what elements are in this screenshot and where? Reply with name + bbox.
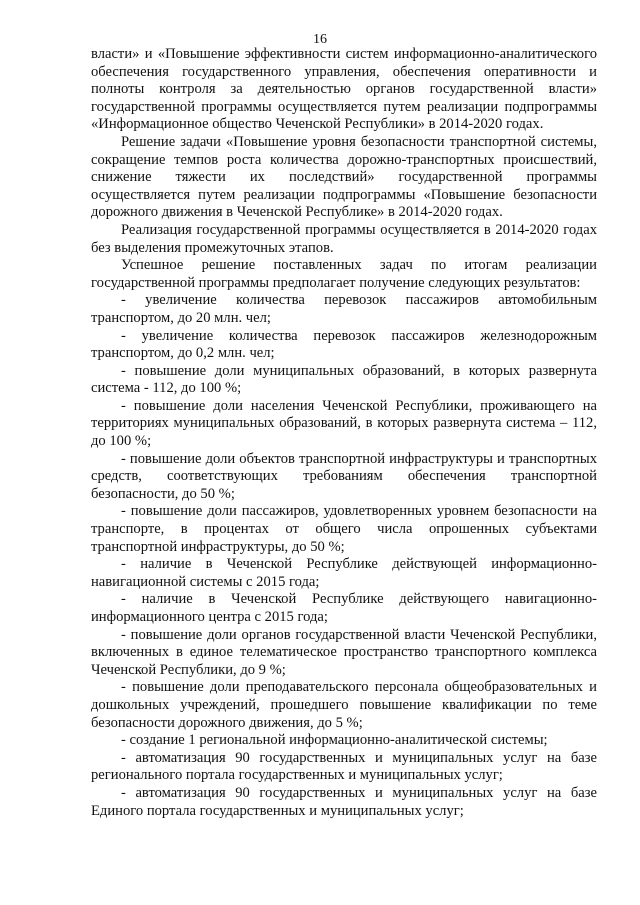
list-item: - наличие в Чеченской Республике действующей информационно-навигационной системы с 2015 года; — [91, 556, 597, 590]
paragraph-road-safety-task: Решение задачи «Повышение уровня безопасности транспортной системы, сокращение темпов роста количества дорожно-транспортных происшествий, снижение тяжести их последствий» государственной программы осуществляется путем реализации подпрограммы «Повышение безопасности дорожного движения в Чеченской Республике» в 2014-2020 годах. — [91, 133, 597, 221]
list-item: - повышение доли органов государственной власти Чеченской Республики, включенных в единое телематическое пространство транспортного комплекса Чеченской Республики, до 9 %; — [91, 626, 597, 678]
paragraph-continuation: власти» и «Повышение эффективности систем информационно-аналитического обеспечения государственного управления, обеспечения оперативности и полноты контроля за деятельностью органов государственной власти» государственной программы осуществляется путем реализации подпрограммы «Информационное общество Чеченской Республики» в 2014-2020 годах. — [91, 46, 597, 133]
document-body — [91, 46, 597, 820]
list-item: - повышение доли объектов транспортной инфраструктуры и транспортных средств, соответствующих требованиям обеспечения транспортной безопасности, до 50 %; — [91, 450, 597, 502]
list-item: - повышение доли населения Чеченской Республики, проживающего на территориях муниципальных образований, в которых развернута система – 112, до 100 %; — [91, 397, 597, 450]
page-number: 16 — [313, 32, 327, 47]
list-item: - повышение доли преподавательского персонала общеобразовательных и дошкольных учреждений, прошедшего повышение квалификации по теме безопасности дорожного движения, до 5 %; — [91, 679, 597, 731]
list-item: - автоматизация 90 государственных и муниципальных услуг на базе регионального портала государственных и муниципальных услуг; — [91, 749, 597, 784]
paragraph-expected-results-intro: Успешное решение поставленных задач по итогам реализации государственной программы предполагает получение следующих результатов: — [91, 257, 597, 291]
list-item: - создание 1 региональной информационно-аналитической системы; — [121, 732, 548, 749]
paragraph-implementation-period: Реализация государственной программы осуществляется в 2014-2020 годах без выделения промежуточных этапов. — [91, 221, 597, 256]
list-item: - увеличение количества перевозок пассажиров железнодорожным транспортом, до 0,2 млн. чел; — [91, 327, 597, 362]
list-item: - повышение доли пассажиров, удовлетворенных уровнем безопасности на транспорте, в процентах от общего числа опрошенных субъектами транспортной инфраструктуры, до 50 %; — [91, 503, 597, 555]
list-item: - наличие в Чеченской Республике действующего навигационно-информационного центра с 2015 года; — [91, 591, 597, 625]
list-item: - повышение доли муниципальных образований, в которых развернута система - 112, до 100 %; — [91, 362, 597, 397]
list-item: - автоматизация 90 государственных и муниципальных услуг на базе Единого портала государственных и муниципальных услуг; — [91, 784, 597, 819]
list-item: - увеличение количества перевозок пассажиров автомобильным транспортом, до 20 млн. чел; — [91, 292, 597, 326]
